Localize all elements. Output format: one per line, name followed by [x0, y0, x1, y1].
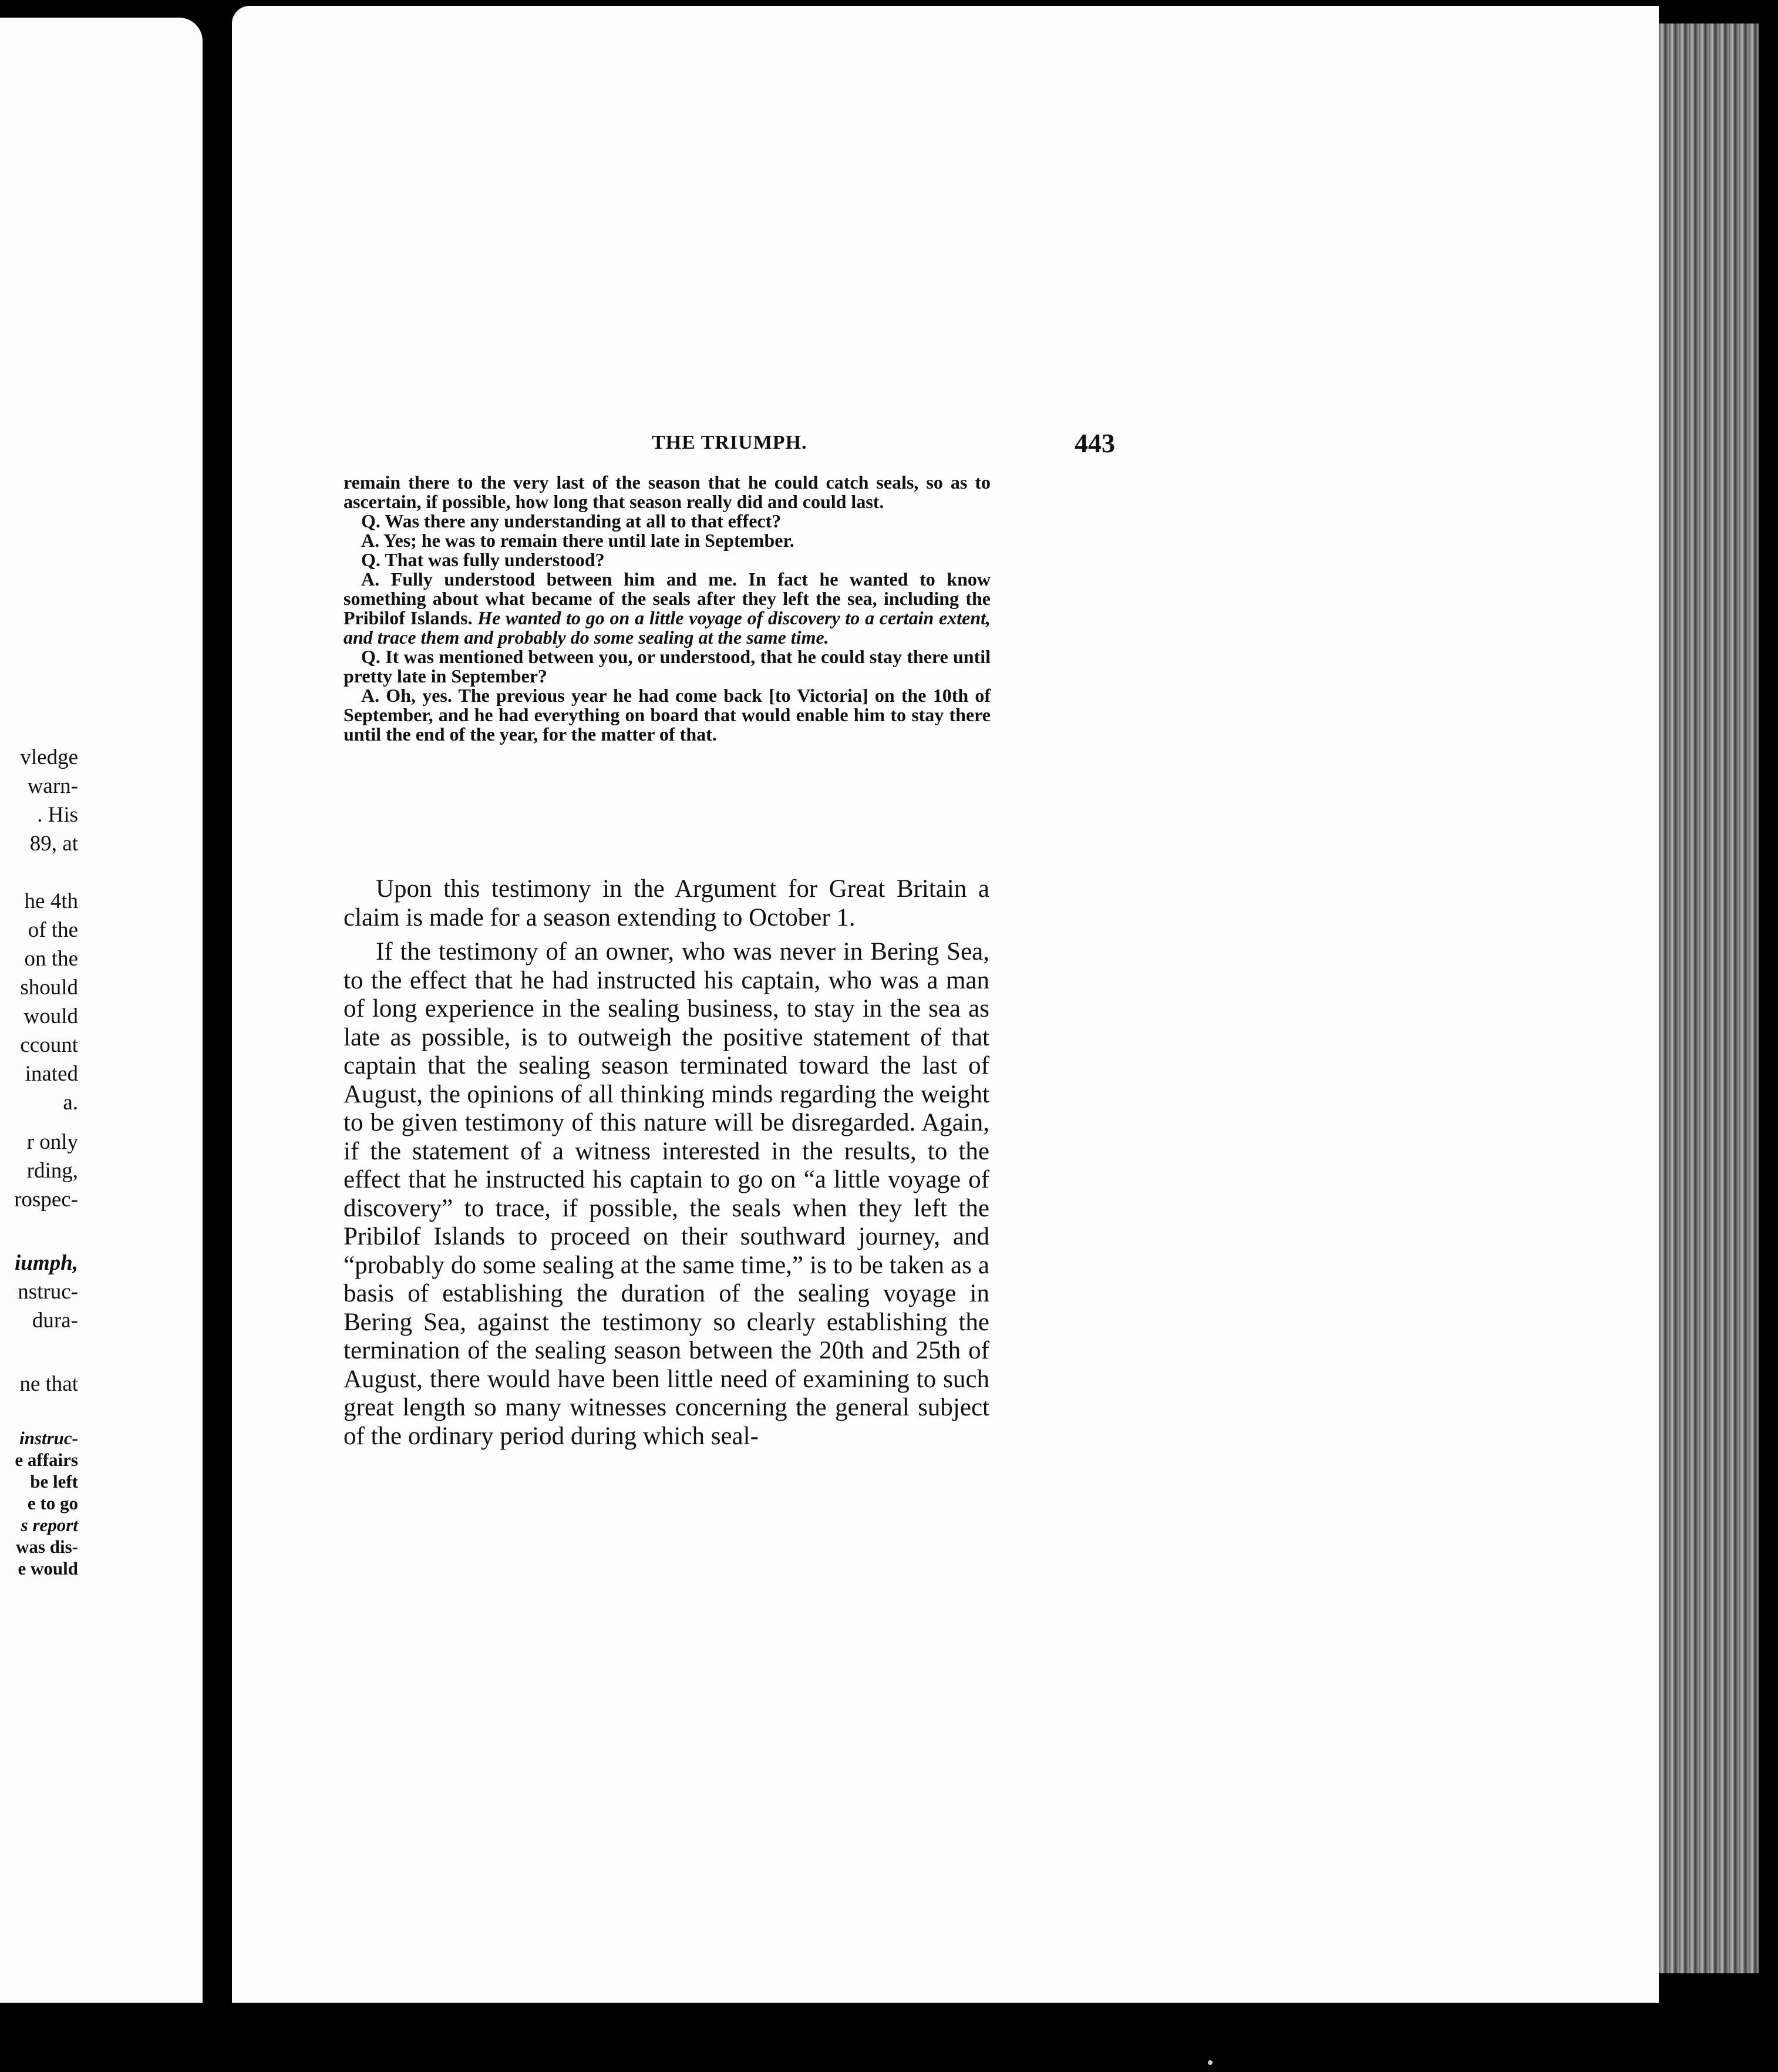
previous-page [0, 18, 203, 2003]
prev-fragment: 89, at [29, 832, 78, 856]
testimony-text: A. Fully understood between him and me. In fact he wanted to know something about what became of the seals after they left the sea, including the Pribilof Islands. [344, 569, 991, 628]
prev-fragment: e would [18, 1558, 78, 1579]
prev-fragment: inated [25, 1062, 78, 1086]
prev-fragment: rospec- [14, 1188, 78, 1212]
prev-fragment: was dis- [16, 1536, 78, 1557]
testimony-line-with-italic [344, 570, 991, 647]
prev-fragment: vledge [20, 745, 78, 769]
page-number: 443 [1075, 428, 1115, 458]
prev-fragment: nstruc- [18, 1280, 78, 1304]
prev-fragment: iumph, [15, 1251, 78, 1275]
book-gutter [203, 0, 232, 2072]
testimony-line: Q. It was mentioned between you, or understood, that he could stay there until pretty late in September? [344, 646, 991, 687]
prev-fragment: instruc- [19, 1428, 78, 1448]
testimony-line: Q. Was there any understanding at all to that effect? [361, 510, 782, 532]
prev-fragment: would [23, 1004, 78, 1028]
testimony-line: remain there to the very last of the season that he could catch seals, so as to ascertain, if possible, how long that season really did and could last. [344, 472, 991, 512]
prev-fragment: be left [30, 1471, 78, 1492]
body-paragraph: Upon this testimony in the Argument for Great Britain a claim is made for a season extending to October 1. [344, 875, 989, 931]
prev-fragment: should [20, 976, 78, 1000]
prev-fragment: r only [26, 1130, 78, 1154]
body-text [344, 875, 989, 1457]
testimony-block [344, 473, 991, 744]
prev-fragment: he 4th [24, 889, 78, 913]
prev-fragment: of the [28, 918, 78, 942]
prev-fragment: rding, [26, 1159, 78, 1183]
body-paragraph: If the testimony of an owner, who was never in Bering Sea, to the effect that he had instructed his captain, who was a man of long experience in the sealing business, to stay in the sea as late as possible, is to outweigh the positive statement of that captain that the sealing season terminated toward the last of August, the opinions of all thinking minds regarding the weight to be given testimony of this nature will be disregarded. Again, if the statement of a witness interested in the results, to the effect that he instructed his captain to go on “a little voyage of discovery” to trace, if possible, the seals when they left the Pribilof Islands to proceed on their southward journey, and “probably do some sealing at the same time,” is to be taken as a basis of establishing the duration of the sealing voyage in Bering Sea, against the testimony so clearly establishing the termination of the sealing season between the 20th and 25th of August, there would have been little need of examining to such great length so many witnesses concerning the general subject of the ordinary period during which seal- [344, 938, 989, 1450]
testimony-line: A. Oh, yes. The previous year he had come back [to Victoria] on the 10th of September, and he had everything on board that would enable him to stay there until the end of the year, for the matter of that. [344, 685, 991, 745]
prev-fragment: . His [37, 803, 78, 827]
testimony-line: Q. That was fully understood? [361, 549, 605, 570]
prev-fragment: on the [24, 947, 78, 971]
prev-fragment: e to go [27, 1493, 78, 1513]
prev-fragment: s report [21, 1515, 78, 1535]
testimony-line: A. Yes; he was to remain there until late in September. [361, 530, 794, 551]
prev-fragment: a. [63, 1091, 78, 1115]
running-head: THE TRIUMPH. [652, 432, 807, 453]
prev-fragment: warn- [27, 774, 78, 798]
scan-artifact [1208, 2060, 1213, 2065]
testimony-italic: He wanted to go on a little voyage of discovery to a certain extent, and trace them and probably do some sealing at the same time. [344, 607, 991, 648]
prev-fragment: e affairs [15, 1449, 78, 1470]
prev-fragment: dura- [32, 1309, 78, 1333]
prev-fragment: ccount [20, 1033, 78, 1057]
page-edges [1659, 23, 1759, 1973]
prev-fragment: ne that [19, 1372, 78, 1396]
